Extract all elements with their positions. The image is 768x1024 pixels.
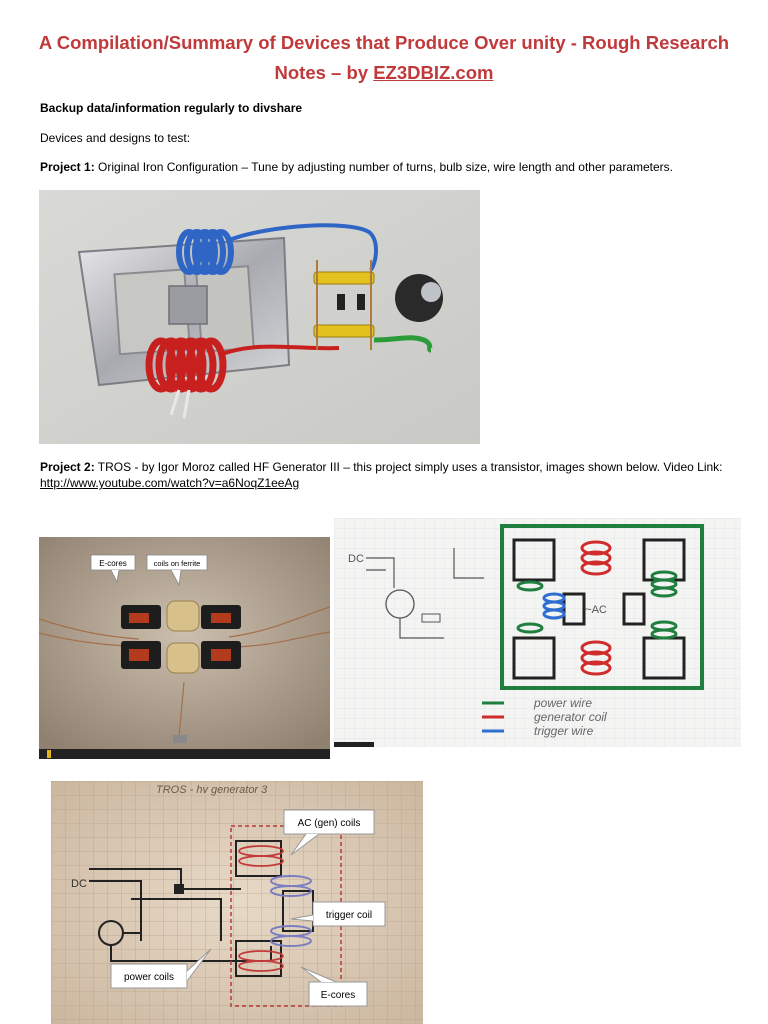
devices-intro: Devices and designs to test: xyxy=(40,131,191,145)
project-2-sketch xyxy=(334,518,741,747)
legend-trigger-wire: trigger wire xyxy=(534,724,594,738)
callout-trigger-coil: trigger coil xyxy=(325,910,373,921)
legend-power-wire: power wire xyxy=(534,696,593,710)
project-1-label: Project 1: xyxy=(40,160,95,174)
sketch-dc-label: DC xyxy=(348,553,364,565)
project-1-text: Original Iron Configuration – Tune by adjusting number of turns, bulb size, wire length and other parameters. xyxy=(94,160,674,174)
document-title xyxy=(20,28,748,88)
title-line-2 xyxy=(20,58,748,88)
backup-note: Backup data/information regularly to divshare xyxy=(40,101,303,115)
project-2-label: Project 2: xyxy=(40,460,95,474)
project-2-photo xyxy=(39,537,330,759)
label-coils-on-ferrite: coils on ferrite xyxy=(153,559,201,568)
sketch-vac-label: ~AC xyxy=(585,604,607,616)
label-ecores: E-cores xyxy=(99,559,127,568)
title-line-1: A Compilation/Summary of Devices that Produce Over unity - Rough Research xyxy=(38,32,730,53)
callout-e-cores: E-cores xyxy=(320,990,356,1001)
tros-schematic-sketch xyxy=(51,781,423,1024)
project-1-description xyxy=(40,159,673,175)
callout-power-coils: power coils xyxy=(123,972,175,983)
sketch-header: TROS - hv generator 3 xyxy=(156,784,268,796)
legend-generator-coil: generator coil xyxy=(534,710,607,724)
project-1-photo xyxy=(39,190,480,444)
project-2-text: TROS - by Igor Moroz called HF Generator III – this project simply uses a transistor, images shown below. Video Link: xyxy=(94,460,723,474)
schematic-dc-label: DC xyxy=(71,878,87,890)
project-2-description xyxy=(40,459,740,491)
site-link[interactable]: EZ3DBIZ.com xyxy=(373,62,494,83)
video-link[interactable]: http://www.youtube.com/watch?v=a6NoqZ1eeAg xyxy=(40,476,300,490)
title-prefix: Notes – by xyxy=(274,62,374,83)
callout-ac-gen-coils: AC (gen) coils xyxy=(297,818,361,829)
